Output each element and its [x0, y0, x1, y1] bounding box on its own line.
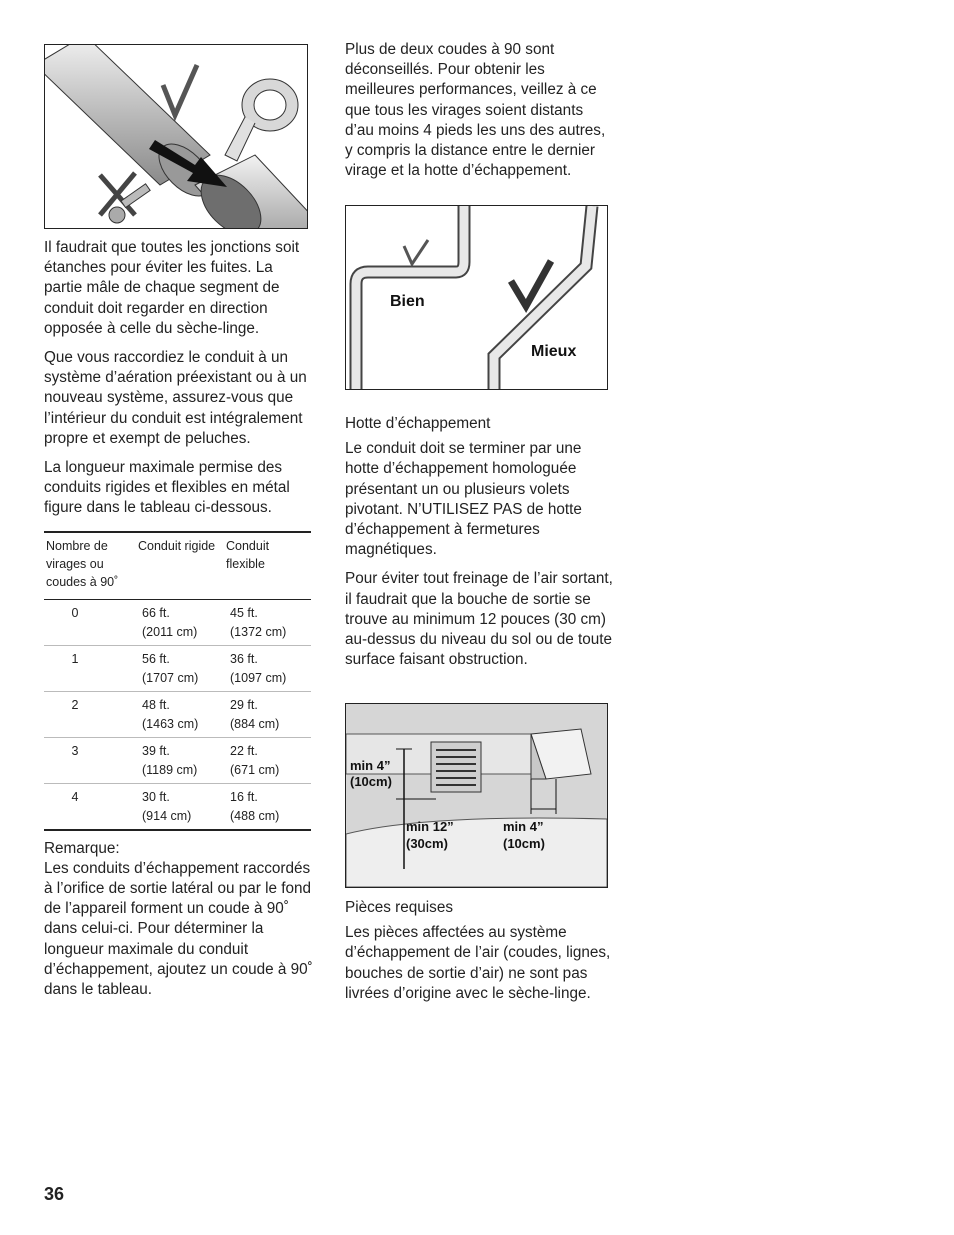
- hood-section: [345, 414, 613, 679]
- bends-cell: 0: [44, 599, 136, 645]
- dim-a-line1: min 4”: [350, 758, 391, 773]
- rigid-cell: 39 ft. (1189 cm): [136, 737, 224, 783]
- hood-heading: Hotte d’échappement: [345, 415, 491, 432]
- hood-paragraph-2: Pour éviter tout freinage de l’air sortant, il faudrait que la bouche de sortie se trouve au minimum 12 pouces (30 cm) au-dessus du niveau du sol ou de toute surface faisant obstruction.: [345, 570, 613, 669]
- parts-heading: Pièces requises: [345, 899, 453, 916]
- table-row: [44, 645, 311, 691]
- max-length-table: [44, 531, 311, 831]
- flexible-cell: 22 ft. (671 cm): [224, 737, 311, 783]
- clean-duct-paragraph: Que vous raccordiez le conduit à un système d’aération préexistant ou à un nouveau système, assurez-vous que l’intérieur du conduit est intégralement propre et exempt de peluches.: [44, 349, 307, 447]
- page-number: 36: [44, 1184, 65, 1204]
- flexible-cell: 36 ft. (1097 cm): [224, 645, 311, 691]
- dim-a-line2: (10cm): [350, 774, 392, 789]
- right-column: [345, 40, 613, 190]
- header-rigid: Conduit rigide: [136, 532, 224, 600]
- dim-c-line2: (10cm): [503, 836, 545, 851]
- parts-section: [345, 898, 613, 1013]
- check-icon: [163, 65, 197, 115]
- joints-paragraph: Il faudrait que toutes les jonctions soit étanches pour éviter les fuites. La partie mâle de chaque segment de conduit doit regarder en direction opposée à celle du sèche-linge.: [44, 239, 300, 337]
- remark-title: Remarque:: [44, 839, 120, 857]
- elbows-paragraph: Plus de deux coudes à 90 sont déconseillés. Pour obtenir les meilleures performances, veillez à ce que tous les virages soient distants d’au moins 4 pieds les uns des autres, y compris la distance entre le dernier virage et la hotte d’échappement.: [345, 41, 606, 180]
- label-better: Mieux: [531, 343, 577, 360]
- elbow-routing-illustration: [345, 205, 608, 390]
- remark-text: Les conduits d’échappement raccordés à l’orifice de sortie latéral ou par le fond de l’appareil forment un coude à 90˚ dans celui-ci. Pour déterminer la longueur maximale du conduit d’échappement, ajoutez un coude à 90˚ dans le tableau.: [44, 859, 313, 999]
- bends-cell: 4: [44, 783, 136, 830]
- left-column: [44, 238, 314, 1009]
- rigid-cell: 48 ft. (1463 cm): [136, 691, 224, 737]
- parts-paragraph: Les pièces affectées au système d’échappement de l’air (coudes, lignes, bouches de sortie d’air) ne sont pas livrées d’origine avec le sèche-linge.: [345, 924, 611, 1002]
- flexible-cell: 45 ft. (1372 cm): [224, 599, 311, 645]
- flexible-cell: 29 ft. (884 cm): [224, 691, 311, 737]
- bends-cell: 1: [44, 645, 136, 691]
- header-bends: Nombre de virages ou coudes à 90˚: [44, 532, 136, 600]
- table-row: [44, 783, 311, 830]
- check-icon: [404, 240, 428, 264]
- dim-b-line1: min 12”: [406, 819, 454, 834]
- rigid-cell: 30 ft. (914 cm): [136, 783, 224, 830]
- label-good: Bien: [390, 293, 425, 310]
- bends-cell: 2: [44, 691, 136, 737]
- table-row: [44, 737, 311, 783]
- max-length-paragraph: La longueur maximale permise des conduits rigides et flexibles en métal figure dans le tableau ci-dessous.: [44, 459, 290, 517]
- table-row: [44, 691, 311, 737]
- exhaust-hood-illustration: [345, 703, 608, 888]
- bends-cell: 3: [44, 737, 136, 783]
- dim-b-line2: (30cm): [406, 836, 448, 851]
- dim-c-line1: min 4”: [503, 819, 544, 834]
- hood-paragraph-1: Le conduit doit se terminer par une hotte d’échappement homologuée présentant un ou plusieurs volets pivotant. N’UTILISEZ PAS de hotte d’échappement à fermetures magnétiques.: [345, 440, 582, 559]
- header-flexible: Conduit flexible: [224, 532, 311, 600]
- rigid-cell: 56 ft. (1707 cm): [136, 645, 224, 691]
- duct-tape-illustration: [44, 44, 308, 229]
- rigid-cell: 66 ft. (2011 cm): [136, 599, 224, 645]
- flexible-cell: 16 ft. (488 cm): [224, 783, 311, 830]
- table-row: [44, 599, 311, 645]
